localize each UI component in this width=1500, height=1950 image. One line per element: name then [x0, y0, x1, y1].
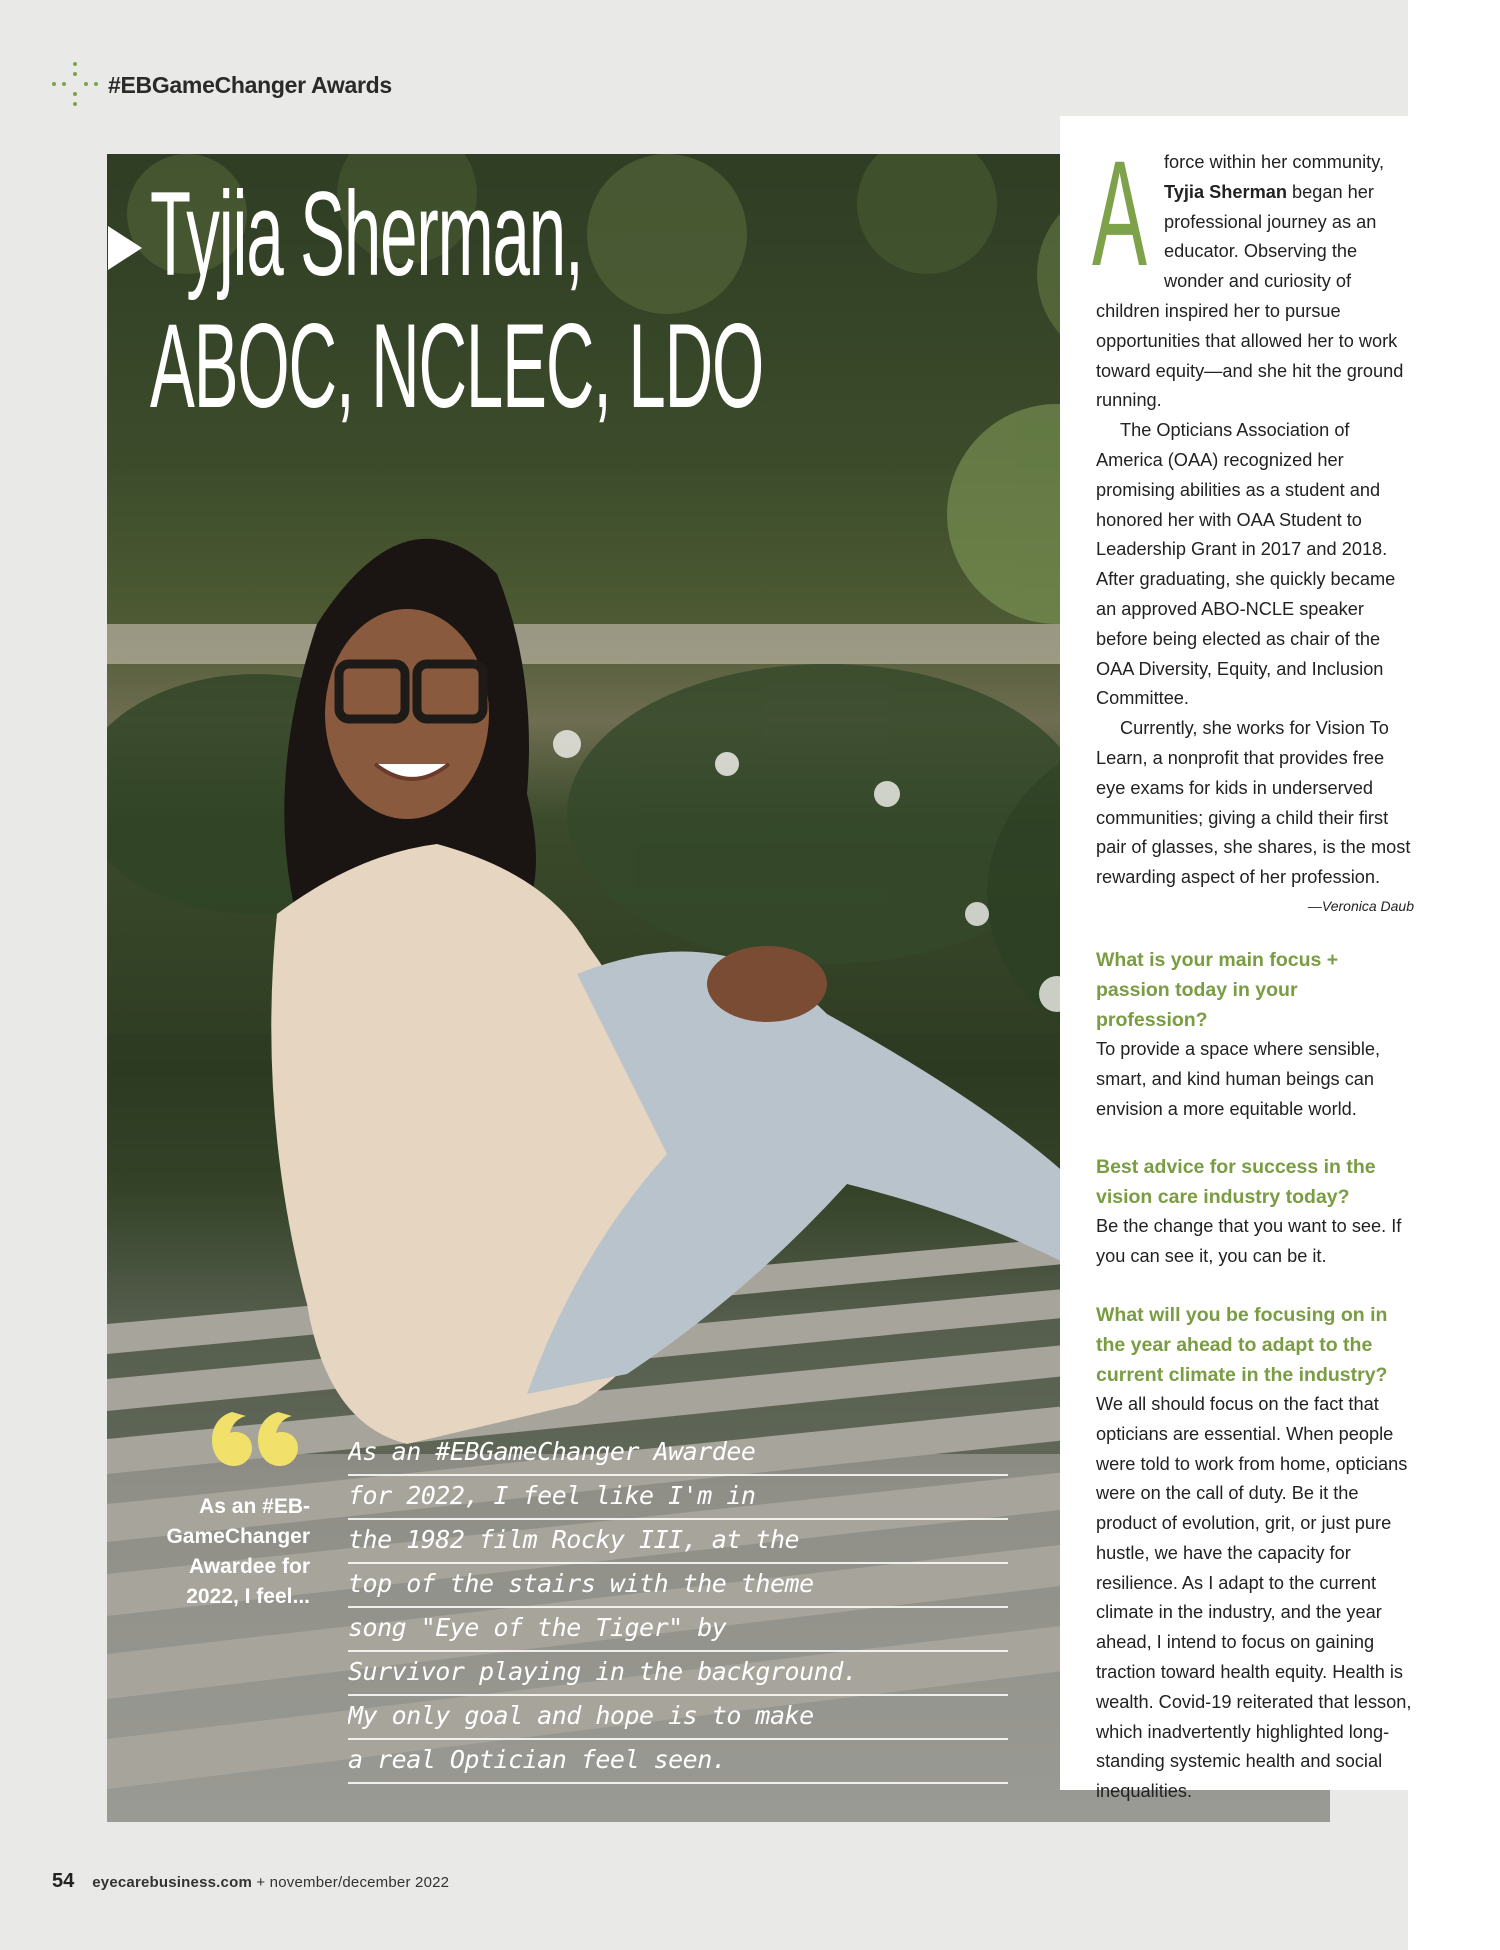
page-footer: [52, 1870, 449, 1893]
handwritten-line: for 2022, I feel like I'm in: [348, 1476, 1008, 1520]
section-tag: [52, 62, 392, 108]
handwritten-line: top of the stairs with the theme: [348, 1564, 1008, 1608]
qa-answer: Be the change that you want to see. If you can see it, you can be it.: [1096, 1216, 1402, 1267]
qa-answer: To provide a space where sensible, smart, and kind human beings can envision a more equitable world.: [1096, 1038, 1381, 1119]
title-marker-icon: [108, 226, 142, 270]
drop-cap: A: [1092, 129, 1148, 297]
footer-site: eyecarebusiness.com: [92, 1874, 252, 1891]
title-line-name: Tyjia Sherman,: [150, 167, 583, 301]
handwritten-line: a real Optician feel seen.: [348, 1740, 1008, 1784]
handwritten-line: the 1982 film Rocky III, at the: [348, 1520, 1008, 1564]
handwritten-line: My only goal and hope is to make: [348, 1696, 1008, 1740]
article-paragraph: Currently, she works for Vision To Learn, a nonprofit that provides free eye exams for kids in underserved communities; giving a child their first pair of glasses, she shares, is the most rewarding aspect of her profession.: [1096, 718, 1411, 888]
handwritten-line: As an #EBGameChanger Awardee: [348, 1432, 1008, 1476]
subject-name: Tyjia Sherman: [1164, 181, 1287, 202]
byline: —Veronica Daub: [1307, 897, 1414, 914]
article-body: [1092, 129, 1414, 1807]
qa-item: [1096, 1152, 1414, 1272]
page-title: [150, 168, 763, 432]
pull-quote-label: As an #EB- GameChanger Awardee for 2022, I feel...: [166, 1495, 310, 1608]
qa-question: Best advice for success in the vision care industry today?: [1096, 1156, 1376, 1209]
handwritten-line: song "Eye of the Tiger" by: [348, 1608, 1008, 1652]
crosshair-dots-icon: [52, 62, 98, 108]
footer-issue: + november/december 2022: [256, 1874, 450, 1891]
article-intro: force within her community, Tyjia Sherman began her professional journey as an educator. Observing the wonder and curiosity of children inspired her to pursue opportunities that allowed her to work toward equity—and she hit the ground running.: [1096, 152, 1404, 411]
quote-mark-icon: [210, 1410, 300, 1470]
qa-question: What will you be focusing on in the year ahead to adapt to the current climate in the industry?: [1096, 1303, 1388, 1386]
qa-item: [1096, 1300, 1414, 1807]
page-number: 54: [52, 1870, 75, 1892]
section-tag-text: #EBGameChanger Awards: [108, 71, 392, 98]
handwritten-quote: [348, 1432, 1008, 1784]
title-line-credentials: ABOC, NCLEC, LDO: [150, 299, 764, 433]
qa-answer: We all should focus on the fact that opticians are essential. When people were told to work from home, opticians were on the call of duty. Be it the product of evolution, grit, or just pure hustle, we have the capacity for resilience. As I adapt to the current climate in the industry, and the year ahead, I intend to focus on gaining traction toward health equity. Health is wealth. Covid-19 reiterated that lesson, which inadvertently highlighted long-standing systemic health and social inequalities.: [1096, 1393, 1412, 1802]
article-paragraph: The Opticians Association of America (OAA) recognized her promising abilities as a student and honored her with OAA Student to Leadership Grant in 2017 and 2018. After graduating, she quickly became an approved ABO-NCLE speaker before being elected as chair of the OAA Diversity, Equity, and Inclusion Committee.: [1096, 420, 1396, 709]
handwritten-line: Survivor playing in the background.: [348, 1652, 1008, 1696]
qa-question: What is your main focus + passion today in your profession?: [1096, 948, 1339, 1031]
qa-item: [1096, 945, 1414, 1124]
